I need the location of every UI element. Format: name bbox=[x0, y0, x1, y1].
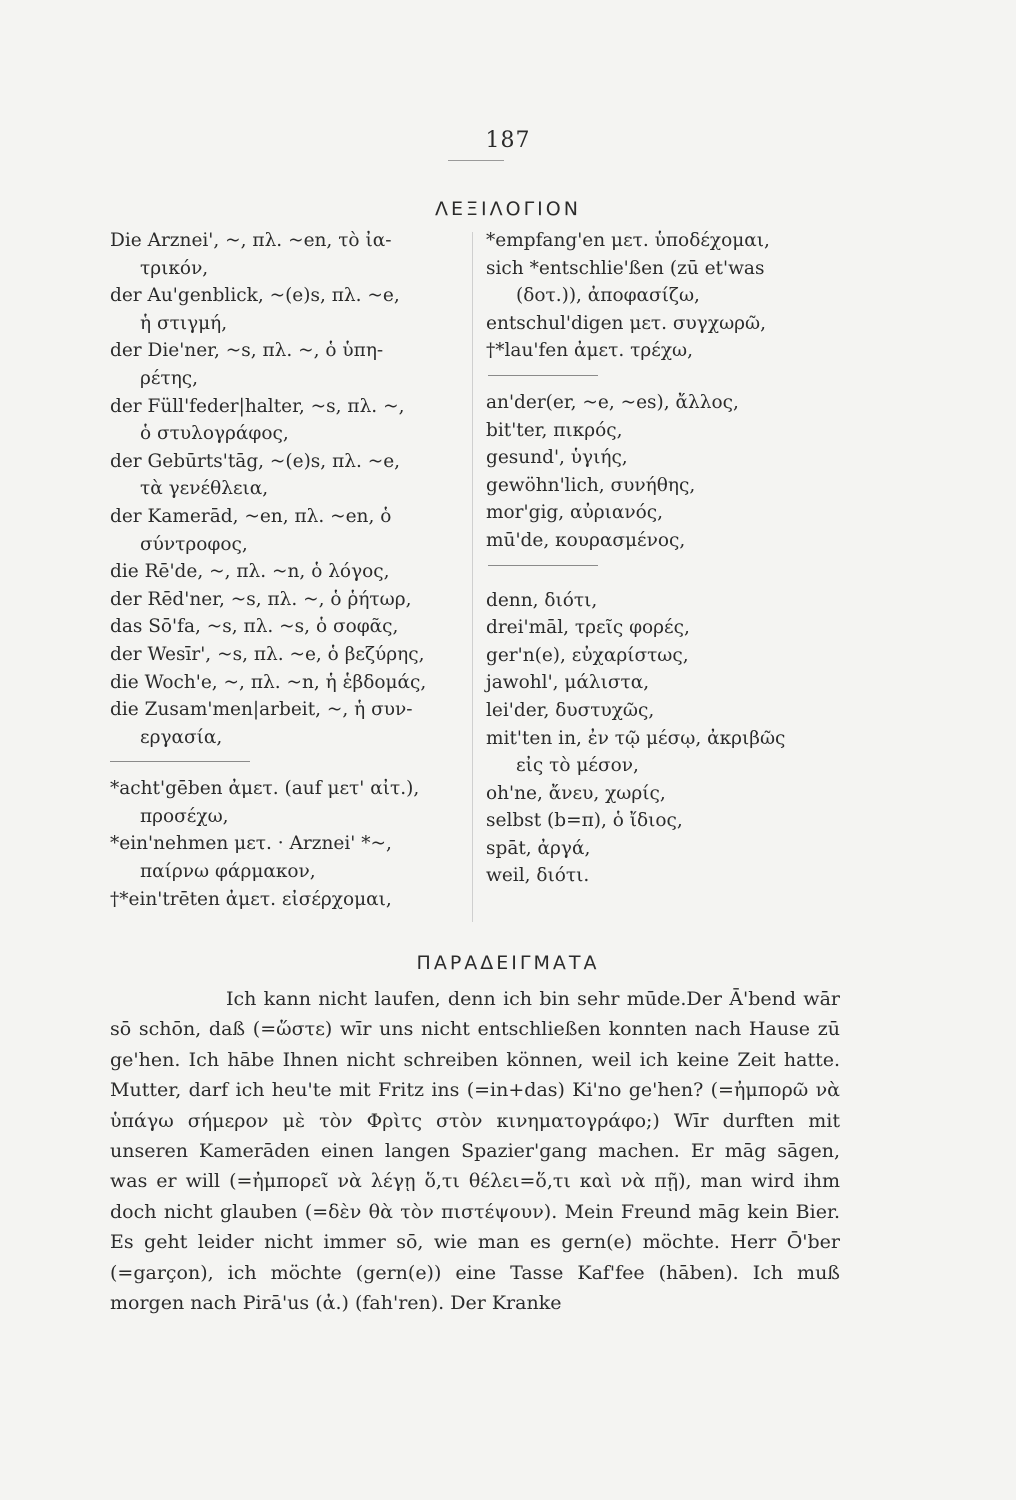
lexicon-entry: Die Arznei', ~, πλ. ~en, τὸ ἰα- bbox=[110, 230, 392, 251]
lexicon-entry: †*lau'fen ἀμετ. τρέχω, bbox=[486, 340, 694, 362]
lexicon-entry: mit'ten in, ἐν τῷ μέσῳ, ἀκριβῶς bbox=[486, 727, 786, 749]
lexicon-entry: die Rē'de, ~, πλ. ~n, ὁ λόγος, bbox=[110, 561, 390, 583]
lexicon-entry: der Die'ner, ~s, πλ. ~, ὁ ὑπη- bbox=[110, 340, 384, 362]
lexicon-entry: ὁ στυλογράφος, bbox=[140, 423, 289, 445]
lexicon-entry: ρέτης, bbox=[140, 367, 199, 389]
lexicon-entry: drei'māl, τρεῖς φορές, bbox=[486, 617, 690, 639]
section-divider bbox=[488, 565, 598, 566]
lexicon-entry: τρικόν, bbox=[140, 257, 209, 279]
lexicon-entry: προσέχω, bbox=[140, 805, 229, 827]
lexicon-entry: ger'n(e), εὐχαρίστως, bbox=[486, 644, 689, 666]
lexicon-right-column bbox=[486, 227, 826, 890]
lexicon-entry: der Rēd'ner, ~s, πλ. ~, ὁ ῥήτωρ, bbox=[110, 588, 412, 610]
lexicon-entry: mū'de, κουρασμένος, bbox=[486, 529, 686, 551]
lexicon-entry: die Woch'e, ~, πλ. ~n, ἡ ἑβδομάς, bbox=[110, 671, 427, 693]
lexicon-entry: gesund', ὑγιής, bbox=[486, 447, 628, 469]
lexicon-entry: τὰ γενέθλεια, bbox=[140, 478, 269, 500]
lexicon-entry: (δοτ.)), ἀποφασίζω, bbox=[516, 285, 700, 307]
lexicon-entry: der Wesīr', ~s, πλ. ~e, ὁ βεζύρης, bbox=[110, 643, 425, 665]
lexicon-entry: sich *entschlie'ßen (zū et'was bbox=[486, 257, 765, 279]
page-number-rule bbox=[448, 160, 504, 161]
lexicon-entry: der Au'genblick, ~(e)s, πλ. ~e, bbox=[110, 285, 400, 307]
page-number: 187 bbox=[485, 128, 531, 153]
lexicon-entry: der Füll'feder|halter, ~s, πλ. ~, bbox=[110, 395, 405, 417]
lexicon-entry: †*ein'trēten ἀμετ. εἰσέρχομαι, bbox=[110, 888, 392, 910]
lexicon-entry: das Sō'fa, ~s, πλ. ~s, ὁ σοφᾶς, bbox=[110, 616, 399, 638]
lexicon-entry: lei'der, δυστυχῶς, bbox=[486, 699, 655, 721]
examples-paragraph bbox=[110, 984, 840, 1318]
examples-heading: ΠΑΡΑΔΕΙΓΜΑΤΑ bbox=[416, 952, 600, 974]
lexicon-entry: *acht'gēben ἀμετ. (auf μετ' αἰτ.), bbox=[110, 778, 420, 800]
lexicon-entry: παίρνω φάρμακον, bbox=[140, 861, 316, 883]
lexicon-entry: bit'ter, πικρός, bbox=[486, 419, 623, 441]
lexicon-entry: spāt, ἀργά, bbox=[486, 837, 591, 859]
lexicon-entry: jawohl', μάλιστα, bbox=[486, 672, 650, 694]
lexicon-heading: ΛΕΞΙΛΟΓΙΟΝ bbox=[435, 198, 581, 220]
lexicon-entry: εἰς τὸ μέσον, bbox=[516, 755, 639, 777]
lexicon-entry: selbst (b=π), ὁ ἴδιος, bbox=[486, 810, 683, 832]
lexicon-entry: oh'ne, ἄνευ, χωρίς, bbox=[486, 782, 666, 804]
lexicon-entry: entschul'digen μετ. συγχωρῶ, bbox=[486, 312, 767, 334]
lexicon-entry: der Kamerād, ~en, πλ. ~en, ὁ bbox=[110, 505, 392, 527]
lexicon-entry: σύντροφος, bbox=[140, 533, 248, 555]
lexicon-entry: *empfang'en μετ. ὑποδέχομαι, bbox=[486, 230, 770, 251]
lexicon-entry: gewöhn'lich, συνήθης, bbox=[486, 474, 696, 496]
examples-text: Ich kann nicht laufen, denn ich bin sehr mūde.Der Ā'bend wār sō schōn, daß (=ὥστε) wīr uns nicht entschließen konnten nach Hause zū ge'hen. Ich hābe Ihnen nicht schreiben können, weil ich keine Zeit hatte. Mutter, darf ich heu'te mit Fritz ins (=in+das) Ki'no ge'hen? (=ἠμπορῶ νὰ ὑπάγω σήμερον μὲ τὸν Φρὶτς στὸν κινηματογράφο;) Wīr durften mit unseren Kamerāden einen langen Spazier'gang machen. Er māg sāgen, was er will (=ἠμπορεῖ νὰ λέγῃ ὅ,τι θέλει=ὅ,τι καὶ νὰ πῇ), man wird ihm doch nicht glauben (=δὲν θὰ τὸν πιστέψουν). Mein Freund māg kein Bier. Es geht leider nicht immer sō, wie man es gern(e) möchte. Herr Ō'ber (=garçon), ich möchte (gern(e)) eine Tasse Kaf'fee (hāben). Ich muß morgen nach Pirā'us (ἀ.) (fah'ren). Der Kranke bbox=[110, 988, 840, 1315]
lexicon-entry: *ein'nehmen μετ. · Arznei' *~, bbox=[110, 833, 392, 855]
lexicon-entry: εργασία, bbox=[140, 726, 223, 748]
column-divider bbox=[472, 232, 473, 922]
lexicon-entry: mor'gig, αὐριανός, bbox=[486, 502, 663, 524]
lexicon-entry: weil, διότι. bbox=[486, 865, 590, 887]
lexicon-entry: an'der(er, ~e, ~es), ἄλλος, bbox=[486, 391, 739, 413]
lexicon-entry: die Zusam'men|arbeit, ~, ἡ συν- bbox=[110, 699, 413, 721]
lexicon-entry: der Gebūrts'tāg, ~(e)s, πλ. ~e, bbox=[110, 450, 401, 472]
lexicon-entry: ἡ στιγμή, bbox=[140, 312, 228, 334]
lexicon-left-column bbox=[110, 227, 470, 913]
section-divider bbox=[488, 375, 598, 376]
section-divider bbox=[110, 761, 250, 762]
lexicon-entry: denn, διότι, bbox=[486, 589, 598, 611]
